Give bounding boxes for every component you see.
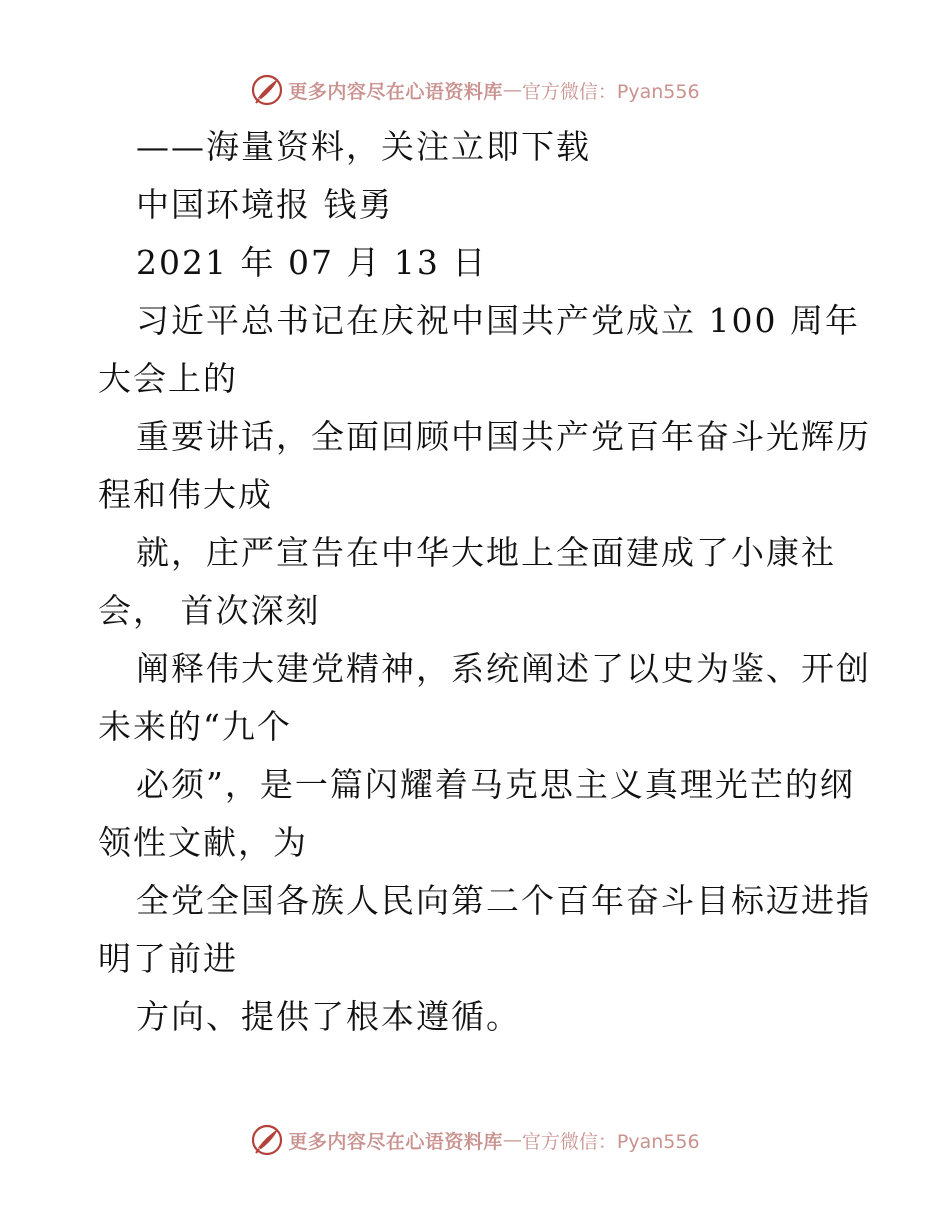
document-line: 大会上的 [98, 359, 238, 398]
document-line: 2021 年 07 月 13 日 [136, 243, 488, 282]
document-line: 就，庄严宣告在中华大地上全面建成了小康社 [136, 533, 836, 572]
watermark-brand-text: 更多内容尽在心语资料库 [288, 80, 503, 103]
document-line: 程和伟大成 [98, 475, 273, 514]
document-line: 领性文献，为 [98, 823, 308, 862]
document-line: 明了前进 [98, 939, 238, 978]
watermark-dash: — [502, 1129, 522, 1151]
document-line: 必须”，是一篇闪耀着马克思主义真理光芒的纲 [136, 765, 855, 804]
watermark-wechat-text: 官方微信：Pyan556 [521, 1130, 700, 1153]
document-line: 习近平总书记在庆祝中国共产党成立 100 周年 [136, 301, 860, 340]
watermark-wechat-text: 官方微信：Pyan556 [521, 80, 700, 103]
footer-watermark [0, 1120, 950, 1160]
watermark-dash: — [502, 79, 522, 101]
document-line: 阐释伟大建党精神，系统阐述了以史为鉴、开创 [136, 649, 871, 688]
document-body [98, 118, 871, 1046]
document-line: 方向、提供了根本遵循。 [136, 997, 521, 1036]
document-line: 会， 首次深刻 [98, 591, 321, 630]
document-line: ——海量资料，关注立即下载 [136, 127, 591, 166]
document-line: 未来的“九个 [98, 707, 292, 746]
header-watermark [0, 70, 950, 110]
quill-seal-icon [250, 1123, 284, 1157]
document-line: 重要讲话，全面回顾中国共产党百年奋斗光辉历 [136, 417, 871, 456]
watermark-brand-text: 更多内容尽在心语资料库 [288, 1130, 503, 1153]
document-line: 全党全国各族人民向第二个百年奋斗目标迈进指 [136, 881, 871, 920]
document-line: 中国环境报 钱勇 [136, 185, 394, 224]
quill-seal-icon [250, 73, 284, 107]
